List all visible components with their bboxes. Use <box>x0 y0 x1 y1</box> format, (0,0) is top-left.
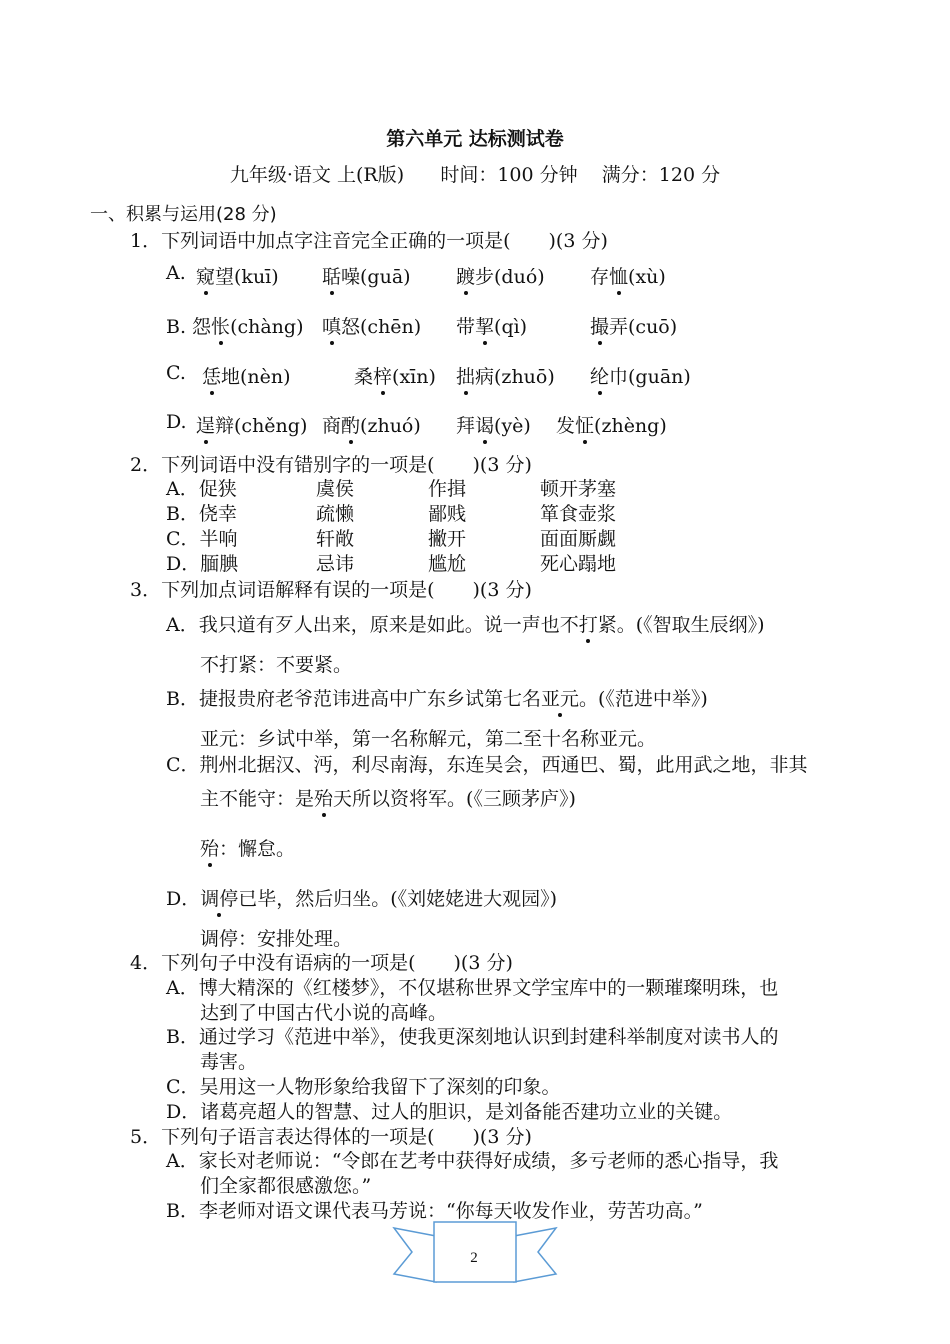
q1-b-text-2: (chàng) <box>230 316 304 338</box>
q1-d-text-1: 辩(chěng) <box>215 415 308 437</box>
q1-a-dot-char-2: 聒 <box>322 262 341 289</box>
q1-b-text-3: 怒(chēn) <box>341 316 422 338</box>
q2-c-word-1: C．半响 <box>166 528 238 550</box>
question-2-stem: 2．下列词语中没有错别字的一项是( )(3 分) <box>130 454 532 476</box>
q1-c-dot-char-4: 纶 <box>590 362 609 389</box>
q2-b-word-3: 鄙贱 <box>428 503 467 525</box>
q1-d-text-6: 发 <box>556 415 576 437</box>
question-3-option-d-line-1 <box>166 884 557 911</box>
question-4-option-a-line-2: 达到了中国古代小说的高峰。 <box>200 1002 448 1024</box>
q1-b-dot-char-3: 挈 <box>475 312 494 339</box>
q1-d-text-4: 拜 <box>456 415 476 437</box>
q1-c-text-1: 地(nèn) <box>221 366 291 388</box>
section-heading: 一、积累与运用(28 分) <box>90 204 277 225</box>
q1-a-dot-char-3: 踱 <box>456 262 475 289</box>
q3-a-text: A．我只道有歹人出来，原来是如此。说一声也 <box>166 614 560 636</box>
question-4-option-b-line-1: B．通过学习《范进中举》，使我更深刻地认识到封建科举制度对读书人的 <box>166 1026 779 1048</box>
question-4-option-a-line-1: A．博大精深的《红楼梦》，不仅堪称世界文学宝库中的一颗璀璨明珠，也 <box>166 977 779 999</box>
q1-b-text-1: B. 怨 <box>166 316 212 338</box>
q3-a-dotted-term: 不打紧 <box>560 610 617 637</box>
q2-b-word-4: 箪食壶浆 <box>540 503 617 525</box>
q2-b-word-1: B．侥幸 <box>166 503 237 525</box>
q1-b-text-5: (qì) <box>494 316 528 338</box>
question-3-option-d-explanation: 调停：安排处理。 <box>200 928 353 950</box>
question-4-stem: 4．下列句子中没有语病的一项是( )(3 分) <box>130 952 513 974</box>
q1-a-text-5: (xù) <box>628 266 666 288</box>
q3-c-explained-term: 殆 <box>200 834 219 861</box>
question-3-stem: 3．下列加点词语解释有误的一项是( )(3 分) <box>130 579 532 601</box>
q1-d-text-5: (yè) <box>494 415 531 437</box>
q3-d-dotted-term: 调停 <box>200 884 238 911</box>
q3-c-text: 主不能守：是 <box>200 788 315 810</box>
question-4-option-b-line-2: 毒害。 <box>200 1051 258 1073</box>
q1-d-dot-char-2: 酌 <box>341 411 360 438</box>
q1-a-text-4: 存 <box>590 266 610 288</box>
q2-c-word-4: 面面厮觑 <box>540 528 617 550</box>
question-5-option-a-line-2: 们全家都很感激您。” <box>200 1175 372 1197</box>
q1-c-dot-char-1: 恁 <box>202 362 221 389</box>
q2-a-word-4: 顿开茅塞 <box>540 478 617 500</box>
q2-a-word-2: 虞侯 <box>316 478 355 500</box>
q1-a-text-3: 步(duó) <box>475 266 545 288</box>
q1-b-dot-char-1: 怅 <box>211 312 230 339</box>
question-1-stem: 1．下列词语中加点字注音完全正确的一项是( )(3 分) <box>130 230 608 252</box>
q2-c-word-3: 撇开 <box>428 528 467 550</box>
exam-subtitle: 九年级·语文 上(R版) 时间：100 分钟 满分：120 分 <box>229 164 721 186</box>
q1-c-text-4: 病(zhuō) <box>475 366 555 388</box>
q2-a-word-3: 作揖 <box>428 478 467 500</box>
question-3-option-a-line-1 <box>166 610 765 637</box>
q3-b-dotted-term: 亚元 <box>541 684 579 711</box>
question-5-option-b: B．李老师对语文课代表马芳说：“你每天收发作业，劳苦功高。” <box>166 1200 703 1222</box>
q1-c-label: C. <box>166 362 186 384</box>
question-3-option-b-explanation: 亚元：乡试中举，第一名称解元，第二至十名称亚元。 <box>200 728 657 750</box>
q2-d-word-1: D．腼腆 <box>166 553 239 575</box>
q3-b-text: B．捷报贵府老爷范讳进高中广东乡试第七名 <box>166 688 541 710</box>
q1-b-text-4: 带 <box>456 316 476 338</box>
q3-b-source: 。(《范进中举》) <box>578 688 708 710</box>
q2-d-word-3: 尴尬 <box>428 553 467 575</box>
q1-b-dot-char-4: 撮 <box>590 312 609 339</box>
q1-d-label: D. <box>166 411 187 433</box>
q1-d-dot-char-3: 谒 <box>475 411 494 438</box>
q1-a-dot-char-4: 恤 <box>609 262 628 289</box>
q3-d-label: D． <box>166 888 201 910</box>
q2-b-word-2: 疏懒 <box>316 503 355 525</box>
q1-b-dot-char-2: 嗔 <box>322 312 341 339</box>
question-4-option-d: D．诸葛亮超人的智慧、过人的胆识，是刘备能否建功立业的关键。 <box>166 1101 733 1123</box>
q1-b-text-6: 弄(cuō) <box>609 316 678 338</box>
q1-d-text-2: 商 <box>322 415 342 437</box>
exam-title: 第六单元 达标测试卷 <box>386 128 564 150</box>
q1-c-text-5: 巾(guān) <box>609 366 691 388</box>
ribbon-left-tail <box>394 1228 436 1282</box>
q1-c-dot-char-2: 梓 <box>373 362 392 389</box>
question-3-option-c-line-2 <box>200 784 576 811</box>
question-4-option-c: C．吴用这一人物形象给我留下了深刻的印象。 <box>166 1076 561 1098</box>
q1-c-dot-char-3: 拙 <box>456 362 475 389</box>
q1-a-label: A. <box>166 262 186 284</box>
q1-c-text-3: (xīn) <box>392 366 436 388</box>
q1-d-text-7: (zhèng) <box>594 415 667 437</box>
q3-c-meaning: ：懈怠。 <box>219 838 296 860</box>
q1-a-text-2: 噪(guā) <box>341 266 411 288</box>
question-3-option-c-explanation <box>200 834 295 861</box>
q3-c-dotted-term: 殆 <box>314 784 333 811</box>
q1-d-dot-char-4: 怔 <box>575 411 594 438</box>
question-3-option-a-explanation: 不打紧：不要紧。 <box>200 654 353 676</box>
q1-a-dot-char-1: 窥 <box>196 262 215 289</box>
question-5-option-a-line-1: A．家长对老师说：“令郎在艺考中获得好成绩，多亏老师的悉心指导，我 <box>166 1150 779 1172</box>
q2-c-word-2: 轩敞 <box>316 528 355 550</box>
q1-c-text-2: 桑 <box>354 366 374 388</box>
question-5-stem: 5．下列句子语言表达得体的一项是( )(3 分) <box>130 1126 532 1148</box>
q3-d-text: 已毕，然后归坐。(《刘姥姥进大观园》) <box>238 888 558 910</box>
q2-a-word-1: A．促狭 <box>166 478 237 500</box>
page-number: 2 <box>470 1250 478 1266</box>
q1-d-dot-char-1: 逞 <box>196 411 215 438</box>
q1-d-text-3: (zhuó) <box>360 415 421 437</box>
q3-c-source: 天所以资将军。(《三顾茅庐》) <box>333 788 576 810</box>
q2-d-word-2: 忌讳 <box>316 553 355 575</box>
q1-a-text-1: 望(kuī) <box>215 266 279 288</box>
q2-d-word-4: 死心蹋地 <box>540 553 617 575</box>
ribbon-right-tail <box>514 1228 556 1282</box>
question-3-option-c-line-1: C．荆州北据汉、沔，利尽南海，东连吴会，西通巴、蜀，此用武之地，非其 <box>166 754 808 776</box>
q3-a-source: 。(《智取生辰纲》) <box>616 614 765 636</box>
question-3-option-b-line-1 <box>166 684 708 711</box>
